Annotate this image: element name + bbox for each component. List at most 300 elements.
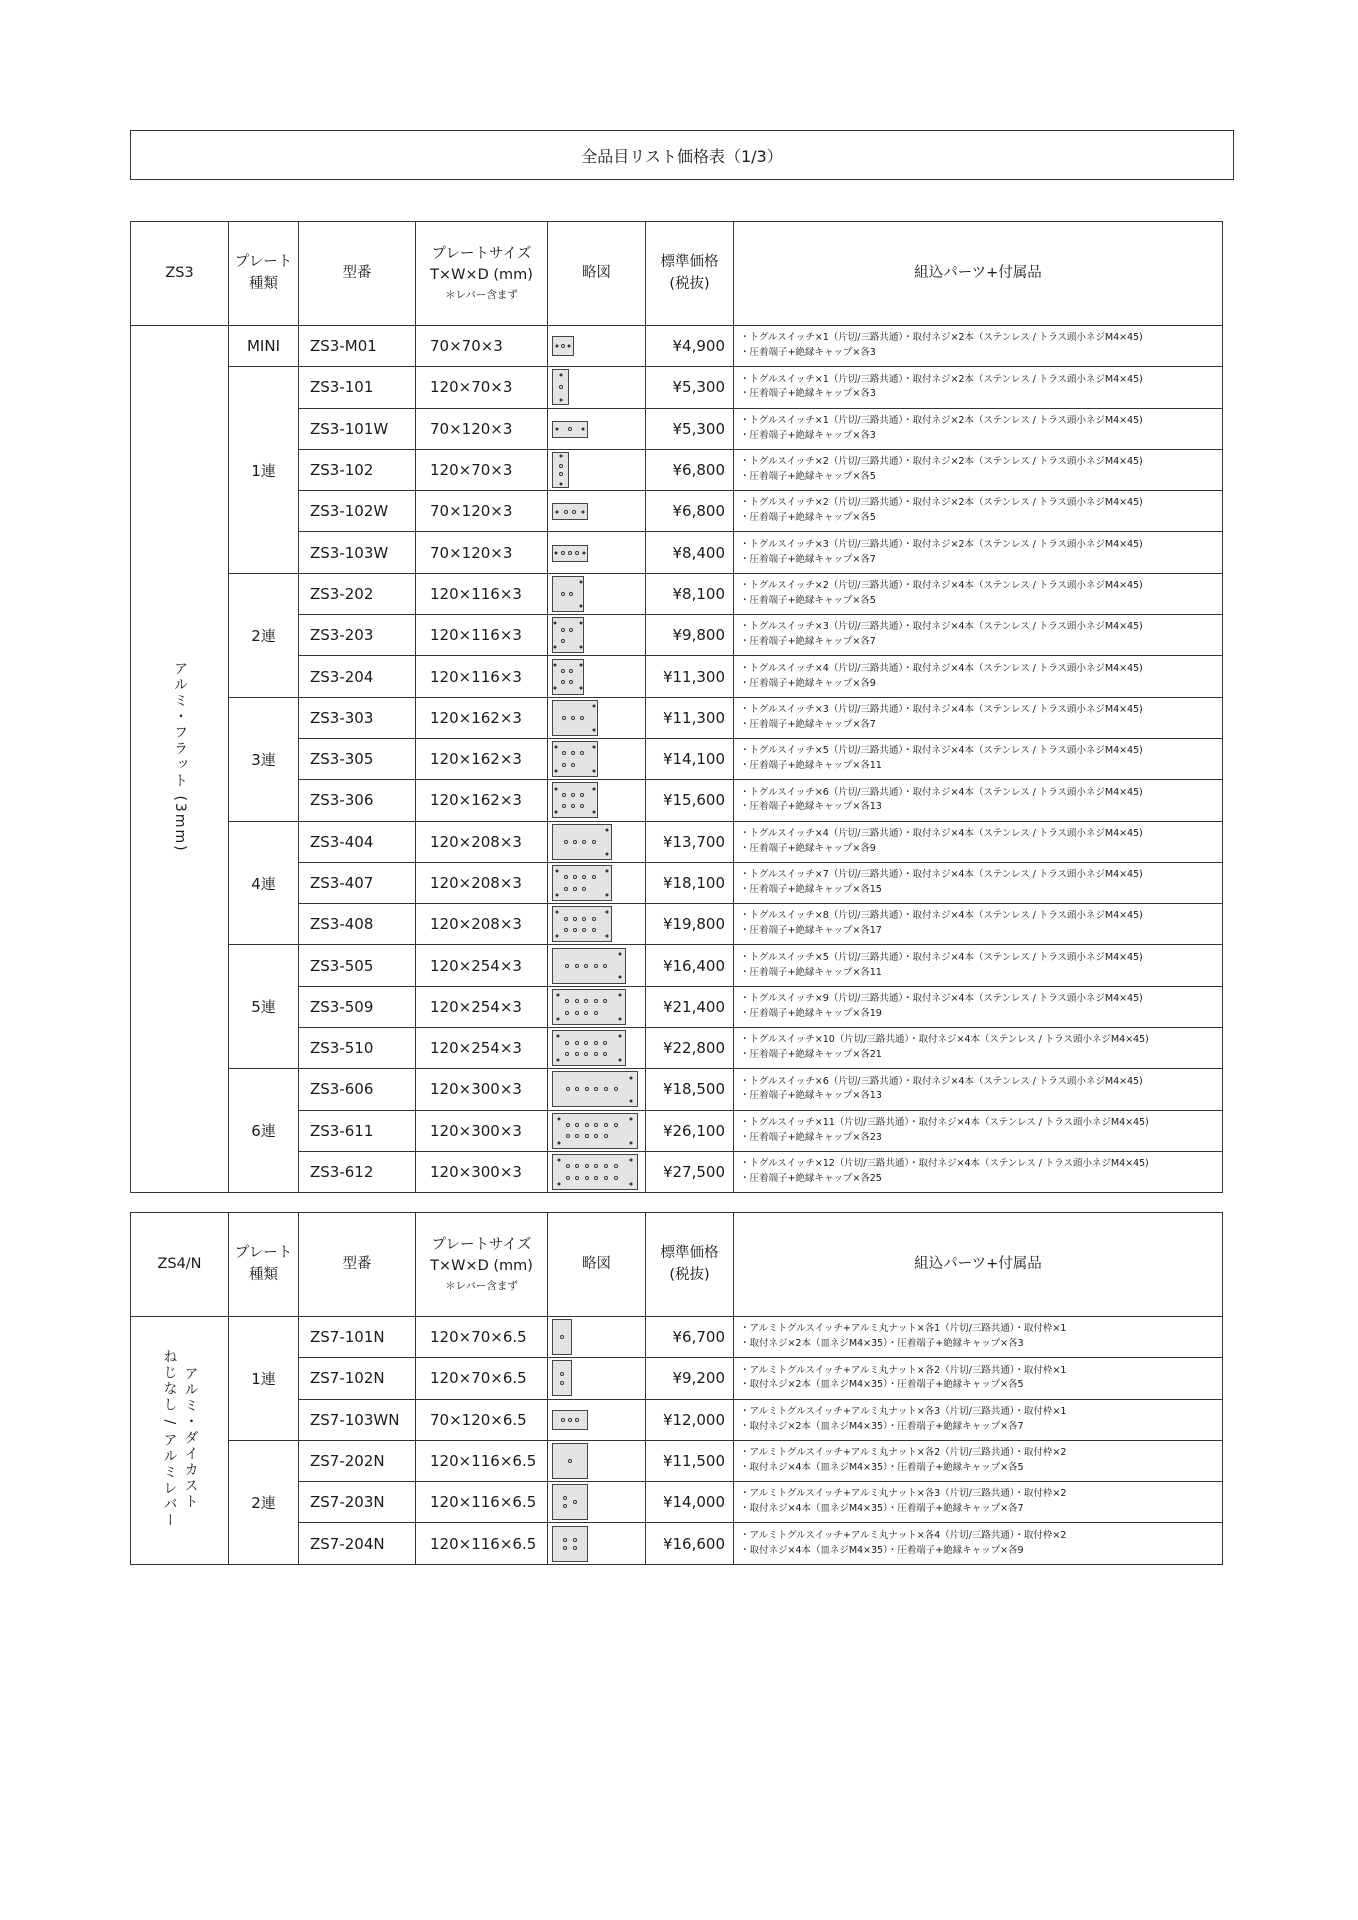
size-cell: 120×254×3 — [416, 1028, 548, 1069]
switch-hole — [614, 1164, 618, 1168]
parts-cell — [734, 1358, 1223, 1399]
plate-type-cell: 4連 — [229, 821, 299, 945]
plate-diagram — [552, 782, 598, 818]
parts-line: ・トグルスイッチ×9（片切/三路共通）・取付ネジ×4本（ステンレス / トラス頭小ネジM4×45) — [740, 993, 1143, 1005]
screw-hole — [554, 663, 557, 666]
diagram-cell — [548, 862, 646, 903]
zs3-price-table — [130, 221, 1223, 1193]
switch-hole — [594, 1176, 598, 1180]
screw-hole — [630, 1100, 633, 1103]
screw-hole — [605, 852, 608, 855]
screw-hole — [618, 1059, 621, 1062]
switch-hole — [582, 928, 586, 932]
screw-hole — [581, 428, 584, 431]
parts-line: ・圧着端子+絶縁キャップ×各25 — [740, 1173, 882, 1185]
header-size — [416, 1213, 548, 1317]
diagram-cell — [548, 1523, 646, 1564]
switch-hole — [572, 510, 576, 514]
price-cell: ¥6,800 — [646, 449, 734, 490]
header-diagram: 略図 — [548, 222, 646, 326]
screw-hole — [556, 870, 559, 873]
switch-hole — [566, 1123, 570, 1127]
switch-hole — [561, 592, 565, 596]
parts-line: ・圧着端子+絶縁キャップ×各7 — [740, 718, 876, 730]
diagram-cell — [548, 821, 646, 862]
switch-hole — [575, 999, 579, 1003]
switch-hole — [575, 1176, 579, 1180]
screw-hole — [605, 870, 608, 873]
parts-cell — [734, 1151, 1223, 1192]
switch-hole — [582, 875, 586, 879]
table-row — [131, 1317, 1223, 1358]
switch-hole — [585, 1164, 589, 1168]
header-size-note: ＊レバー含まず — [445, 288, 518, 301]
model-cell: ZS3-101 — [299, 367, 416, 408]
price-cell: ¥22,800 — [646, 1028, 734, 1069]
size-cell: 120×254×3 — [416, 945, 548, 986]
switch-hole — [575, 1164, 579, 1168]
table-row — [131, 821, 1223, 862]
header-plate-type — [229, 1213, 299, 1317]
header-plate-type-line: プレート — [234, 1245, 293, 1262]
switch-hole — [573, 887, 577, 891]
header-size-note: ＊レバー含まず — [445, 1279, 518, 1292]
screw-hole — [556, 911, 559, 914]
parts-line: ・トグルスイッチ×3（片切/三路共通）・取付ネジ×4本（ステンレス / トラス頭小ネジM4×45) — [740, 703, 1143, 715]
material-cell — [131, 326, 229, 1193]
switch-hole — [560, 1372, 564, 1376]
parts-line: ・トグルスイッチ×5（片切/三路共通）・取付ネジ×4本（ステンレス / トラス頭小ネジM4×45) — [740, 745, 1143, 757]
switch-hole — [580, 716, 584, 720]
size-cell: 120×208×3 — [416, 821, 548, 862]
model-cell: ZS7-203N — [299, 1482, 416, 1523]
switch-hole — [566, 1134, 570, 1138]
header-price-line: 標準価格 — [660, 1245, 719, 1262]
screw-hole — [556, 428, 559, 431]
parts-line: ・圧着端子+絶縁キャップ×各5 — [740, 471, 876, 483]
screw-hole — [618, 1035, 621, 1038]
screw-hole — [559, 373, 562, 376]
switch-hole — [594, 1041, 598, 1045]
screw-hole — [557, 1182, 560, 1185]
parts-line: ・圧着端子+絶縁キャップ×各19 — [740, 1007, 882, 1019]
screw-hole — [557, 993, 560, 996]
model-cell: ZS3-509 — [299, 986, 416, 1027]
parts-line: ・トグルスイッチ×12（片切/三路共通）・取付ネジ×4本（ステンレス / トラス頭小ネジM4×45) — [740, 1158, 1149, 1170]
parts-line: ・トグルスイッチ×3（片切/三路共通）・取付ネジ×2本（ステンレス / トラス頭小ネジM4×45) — [740, 538, 1143, 550]
screw-hole — [556, 935, 559, 938]
screw-hole — [555, 787, 558, 790]
switch-hole — [561, 639, 565, 643]
price-cell: ¥8,100 — [646, 573, 734, 614]
diagram-cell — [548, 615, 646, 656]
size-cell: 120×162×3 — [416, 780, 548, 821]
diagram-cell — [548, 738, 646, 779]
size-cell: 120×162×3 — [416, 697, 548, 738]
switch-hole — [594, 1087, 598, 1091]
screw-hole — [559, 455, 562, 458]
price-cell: ¥6,700 — [646, 1317, 734, 1358]
switch-hole — [566, 1164, 570, 1168]
table-row — [131, 697, 1223, 738]
size-cell: 70×120×3 — [416, 532, 548, 573]
parts-line: ・圧着端子+絶縁キャップ×各21 — [740, 1049, 882, 1061]
switch-hole — [573, 1538, 577, 1542]
parts-cell — [734, 449, 1223, 490]
parts-line: ・取付ネジ×2本（皿ネジM4×35）・圧着端子+絶縁キャップ×各5 — [740, 1379, 1024, 1391]
switch-hole — [584, 1011, 588, 1015]
table-row — [131, 945, 1223, 986]
screw-hole — [554, 646, 557, 649]
model-cell: ZS3-101W — [299, 408, 416, 449]
parts-cell — [734, 656, 1223, 697]
parts-line: ・トグルスイッチ×6（片切/三路共通）・取付ネジ×4本（ステンレス / トラス頭小ネジM4×45) — [740, 1075, 1143, 1087]
model-cell: ZS3-306 — [299, 780, 416, 821]
switch-hole — [582, 917, 586, 921]
switch-hole — [568, 1459, 572, 1463]
parts-cell — [734, 532, 1223, 573]
size-cell: 120×70×3 — [416, 449, 548, 490]
plate-diagram — [552, 503, 588, 520]
model-cell: ZS3-102W — [299, 491, 416, 532]
parts-cell — [734, 821, 1223, 862]
parts-cell — [734, 1482, 1223, 1523]
switch-hole — [594, 1011, 598, 1015]
table-row — [131, 573, 1223, 614]
material-label — [159, 1349, 201, 1529]
page-title: 全品目リスト価格表（1/3） — [130, 130, 1234, 180]
plate-type-cell: 1連 — [229, 1317, 299, 1441]
model-cell: ZS3-407 — [299, 862, 416, 903]
switch-hole — [564, 887, 568, 891]
parts-line: ・圧着端子+絶縁キャップ×各3 — [740, 429, 876, 441]
parts-cell — [734, 326, 1223, 367]
plate-diagram — [552, 576, 584, 612]
switch-hole — [565, 1041, 569, 1045]
screw-hole — [559, 399, 562, 402]
plate-diagram — [552, 1071, 638, 1107]
parts-line: ・圧着端子+絶縁キャップ×各15 — [740, 884, 882, 895]
screw-hole — [557, 1117, 560, 1120]
screw-hole — [618, 952, 621, 955]
parts-line: ・圧着端子+絶縁キャップ×各11 — [740, 966, 882, 978]
screw-hole — [630, 1076, 633, 1079]
switch-hole — [584, 1052, 588, 1056]
parts-line: ・取付ネジ×4本（皿ネジM4×35）・圧着端子+絶縁キャップ×各9 — [740, 1544, 1024, 1556]
screw-hole — [579, 604, 582, 607]
switch-hole — [566, 1087, 570, 1091]
parts-line: ・トグルスイッチ×7（片切/三路共通）・取付ネジ×4本（ステンレス / トラス頭小ネジM4×45) — [740, 869, 1143, 881]
diagram-cell — [548, 532, 646, 573]
switch-hole — [582, 887, 586, 891]
switch-hole — [594, 1052, 598, 1056]
screw-hole — [605, 935, 608, 938]
parts-line: ・圧着端子+絶縁キャップ×各13 — [740, 801, 882, 813]
switch-hole — [559, 464, 563, 468]
screw-hole — [557, 1059, 560, 1062]
plate-diagram — [552, 1360, 572, 1396]
size-cell: 120×254×3 — [416, 986, 548, 1027]
screw-hole — [579, 581, 582, 584]
switch-hole — [564, 928, 568, 932]
switch-hole — [564, 875, 568, 879]
size-cell: 120×208×3 — [416, 904, 548, 945]
switch-hole — [594, 1134, 598, 1138]
switch-hole — [585, 1134, 589, 1138]
switch-hole — [594, 1123, 598, 1127]
plate-type-cell: 3連 — [229, 697, 299, 821]
switch-hole — [571, 751, 575, 755]
parts-line: ・取付ネジ×2本（皿ネジM4×35）・圧着端子+絶縁キャップ×各3 — [740, 1338, 1024, 1350]
switch-hole — [569, 680, 573, 684]
parts-cell — [734, 1069, 1223, 1110]
switch-hole — [561, 669, 565, 673]
material-label — [169, 661, 190, 853]
switch-hole — [603, 999, 607, 1003]
screw-hole — [630, 1159, 633, 1162]
parts-line: ・圧着端子+絶縁キャップ×各3 — [740, 347, 876, 359]
switch-hole — [580, 804, 584, 808]
parts-cell — [734, 1028, 1223, 1069]
switch-hole — [575, 1134, 579, 1138]
switch-hole — [564, 917, 568, 921]
switch-hole — [575, 1052, 579, 1056]
header-price-line: (税抜) — [669, 1266, 710, 1283]
price-cell: ¥11,300 — [646, 656, 734, 697]
header-diagram: 略図 — [548, 1213, 646, 1317]
price-cell: ¥18,500 — [646, 1069, 734, 1110]
plate-type-cell: MINI — [229, 326, 299, 367]
material-line: アルミ・ダイカスト — [182, 1366, 199, 1511]
size-cell: 120×300×3 — [416, 1151, 548, 1192]
switch-hole — [575, 1418, 579, 1422]
switch-hole — [594, 1164, 598, 1168]
switch-hole — [564, 510, 568, 514]
screw-hole — [592, 811, 595, 814]
size-cell: 120×162×3 — [416, 738, 548, 779]
switch-hole — [614, 1123, 618, 1127]
plate-diagram — [552, 824, 612, 860]
switch-hole — [604, 1087, 608, 1091]
material-line: アルミ・フラット (3mm) — [172, 661, 188, 853]
price-cell: ¥21,400 — [646, 986, 734, 1027]
parts-line: ・圧着端子+絶縁キャップ×各5 — [740, 594, 876, 606]
switch-hole — [565, 964, 569, 968]
switch-hole — [594, 964, 598, 968]
screw-hole — [554, 687, 557, 690]
plate-diagram — [552, 452, 569, 488]
switch-hole — [561, 344, 565, 348]
parts-cell — [734, 573, 1223, 614]
screw-hole — [579, 687, 582, 690]
header-size-line: T×W×D (mm) — [430, 1257, 533, 1274]
size-cell: 120×116×3 — [416, 615, 548, 656]
switch-hole — [573, 875, 577, 879]
switch-hole — [614, 1087, 618, 1091]
model-cell: ZS7-102N — [299, 1358, 416, 1399]
screw-hole — [557, 1141, 560, 1144]
switch-hole — [614, 1176, 618, 1180]
plate-diagram — [552, 336, 574, 356]
plate-type-cell: 1連 — [229, 367, 299, 573]
parts-cell — [734, 945, 1223, 986]
diagram-cell — [548, 449, 646, 490]
size-cell: 120×116×3 — [416, 573, 548, 614]
parts-cell — [734, 615, 1223, 656]
switch-hole — [561, 680, 565, 684]
screw-hole — [557, 1159, 560, 1162]
model-cell: ZS3-404 — [299, 821, 416, 862]
header-size-line: プレートサイズ — [431, 245, 532, 262]
price-cell: ¥11,300 — [646, 697, 734, 738]
size-cell: 70×120×3 — [416, 408, 548, 449]
switch-hole — [565, 1052, 569, 1056]
screw-hole — [582, 552, 585, 555]
switch-hole — [575, 551, 579, 555]
switch-hole — [571, 793, 575, 797]
plate-diagram — [552, 700, 598, 736]
model-cell: ZS3-303 — [299, 697, 416, 738]
switch-hole — [569, 628, 573, 632]
parts-line: ・トグルスイッチ×2（片切/三路共通）・取付ネジ×2本（ステンレス / トラス頭小ネジM4×45) — [740, 497, 1143, 509]
price-cell: ¥16,600 — [646, 1523, 734, 1564]
size-cell: 120×70×3 — [416, 367, 548, 408]
diagram-cell — [548, 780, 646, 821]
parts-line: ・トグルスイッチ×10（片切/三路共通）・取付ネジ×4本（ステンレス / トラス頭小ネジM4×45) — [740, 1034, 1149, 1046]
parts-line: ・トグルスイッチ×3（片切/三路共通）・取付ネジ×4本（ステンレス / トラス頭小ネジM4×45) — [740, 621, 1143, 633]
plate-diagram — [552, 545, 588, 562]
plate-diagram — [552, 1410, 588, 1430]
switch-hole — [560, 1381, 564, 1385]
screw-hole — [592, 787, 595, 790]
model-cell: ZS7-101N — [299, 1317, 416, 1358]
screw-hole — [618, 1017, 621, 1020]
switch-hole — [573, 1546, 577, 1550]
screw-hole — [579, 622, 582, 625]
parts-line: ・圧着端子+絶縁キャップ×各17 — [740, 925, 882, 937]
model-cell: ZS7-103WN — [299, 1399, 416, 1440]
switch-hole — [584, 964, 588, 968]
switch-hole — [584, 1041, 588, 1045]
parts-line: ・トグルスイッチ×8（片切/三路共通）・取付ネジ×4本（ステンレス / トラス頭小ネジM4×45) — [740, 910, 1143, 922]
header-size-line: T×W×D (mm) — [430, 266, 533, 283]
parts-cell — [734, 1523, 1223, 1564]
switch-hole — [594, 999, 598, 1003]
header-price-line: (税抜) — [669, 275, 710, 292]
plate-type-cell: 5連 — [229, 945, 299, 1069]
header-price — [646, 222, 734, 326]
plate-diagram — [552, 659, 584, 695]
parts-line: ・取付ネジ×4本（皿ネジM4×35）・圧着端子+絶縁キャップ×各5 — [740, 1462, 1024, 1474]
screw-hole — [554, 622, 557, 625]
price-cell: ¥13,700 — [646, 821, 734, 862]
price-cell: ¥15,600 — [646, 780, 734, 821]
parts-line: ・圧着端子+絶縁キャップ×各11 — [740, 760, 882, 772]
size-cell: 120×116×3 — [416, 656, 548, 697]
diagram-cell — [548, 326, 646, 367]
material-cell — [131, 1317, 229, 1565]
screw-hole — [555, 552, 558, 555]
parts-cell — [734, 697, 1223, 738]
switch-hole — [575, 1087, 579, 1091]
price-cell: ¥14,000 — [646, 1482, 734, 1523]
plate-diagram — [552, 865, 612, 901]
size-cell: 120×70×6.5 — [416, 1358, 548, 1399]
plate-diagram — [552, 1030, 626, 1066]
price-cell: ¥27,500 — [646, 1151, 734, 1192]
switch-hole — [575, 1041, 579, 1045]
size-cell: 70×120×6.5 — [416, 1399, 548, 1440]
switch-hole — [592, 917, 596, 921]
diagram-cell — [548, 945, 646, 986]
switch-hole — [569, 592, 573, 596]
header-plate-type — [229, 222, 299, 326]
model-cell: ZS3-204 — [299, 656, 416, 697]
plate-diagram — [552, 989, 626, 1025]
diagram-cell — [548, 491, 646, 532]
price-cell: ¥18,100 — [646, 862, 734, 903]
switch-hole — [560, 1335, 564, 1339]
parts-line: ・トグルスイッチ×1（片切/三路共通）・取付ネジ×2本（ステンレス / トラス頭小ネジM4×45) — [740, 332, 1143, 344]
parts-line: ・トグルスイッチ×5（片切/三路共通）・取付ネジ×4本（ステンレス / トラス頭小ネジM4×45) — [740, 951, 1143, 963]
switch-hole — [604, 1164, 608, 1168]
model-cell: ZS3-103W — [299, 532, 416, 573]
model-cell: ZS3-305 — [299, 738, 416, 779]
switch-hole — [568, 427, 572, 431]
plate-diagram — [552, 1113, 638, 1149]
diagram-cell — [548, 656, 646, 697]
series-label: ZS4/N — [131, 1213, 229, 1317]
switch-hole — [566, 1176, 570, 1180]
screw-hole — [592, 746, 595, 749]
screw-hole — [555, 811, 558, 814]
screw-hole — [605, 893, 608, 896]
parts-line: ・圧着端子+絶縁キャップ×各5 — [740, 512, 876, 524]
price-cell: ¥5,300 — [646, 367, 734, 408]
parts-line: ・圧着端子+絶縁キャップ×各9 — [740, 842, 876, 854]
screw-hole — [555, 746, 558, 749]
model-cell: ZS3-408 — [299, 904, 416, 945]
switch-hole — [564, 840, 568, 844]
switch-hole — [561, 628, 565, 632]
model-cell: ZS3-510 — [299, 1028, 416, 1069]
diagram-cell — [548, 1151, 646, 1192]
switch-hole — [575, 1123, 579, 1127]
screw-hole — [618, 976, 621, 979]
switch-hole — [582, 840, 586, 844]
price-cell: ¥6,800 — [646, 491, 734, 532]
diagram-cell — [548, 573, 646, 614]
screw-hole — [556, 510, 559, 513]
diagram-cell — [548, 986, 646, 1027]
parts-cell — [734, 986, 1223, 1027]
plate-diagram — [552, 741, 598, 777]
parts-line: ・トグルスイッチ×6（片切/三路共通）・取付ネジ×4本（ステンレス / トラス頭小ネジM4×45) — [740, 786, 1143, 798]
price-cell: ¥9,800 — [646, 615, 734, 656]
switch-hole — [603, 1052, 607, 1056]
diagram-cell — [548, 1358, 646, 1399]
switch-hole — [563, 1546, 567, 1550]
parts-cell — [734, 491, 1223, 532]
parts-line: ・アルミトグルスイッチ+アルミ丸ナット×各3（片切/三路共通）・取付枠×1 — [740, 1405, 1067, 1417]
diagram-cell — [548, 904, 646, 945]
switch-hole — [562, 804, 566, 808]
parts-cell — [734, 904, 1223, 945]
parts-line: ・アルミトグルスイッチ+アルミ丸ナット×各2（片切/三路共通）・取付枠×2 — [740, 1447, 1067, 1459]
switch-hole — [571, 804, 575, 808]
screw-hole — [556, 345, 559, 348]
switch-hole — [559, 472, 563, 476]
